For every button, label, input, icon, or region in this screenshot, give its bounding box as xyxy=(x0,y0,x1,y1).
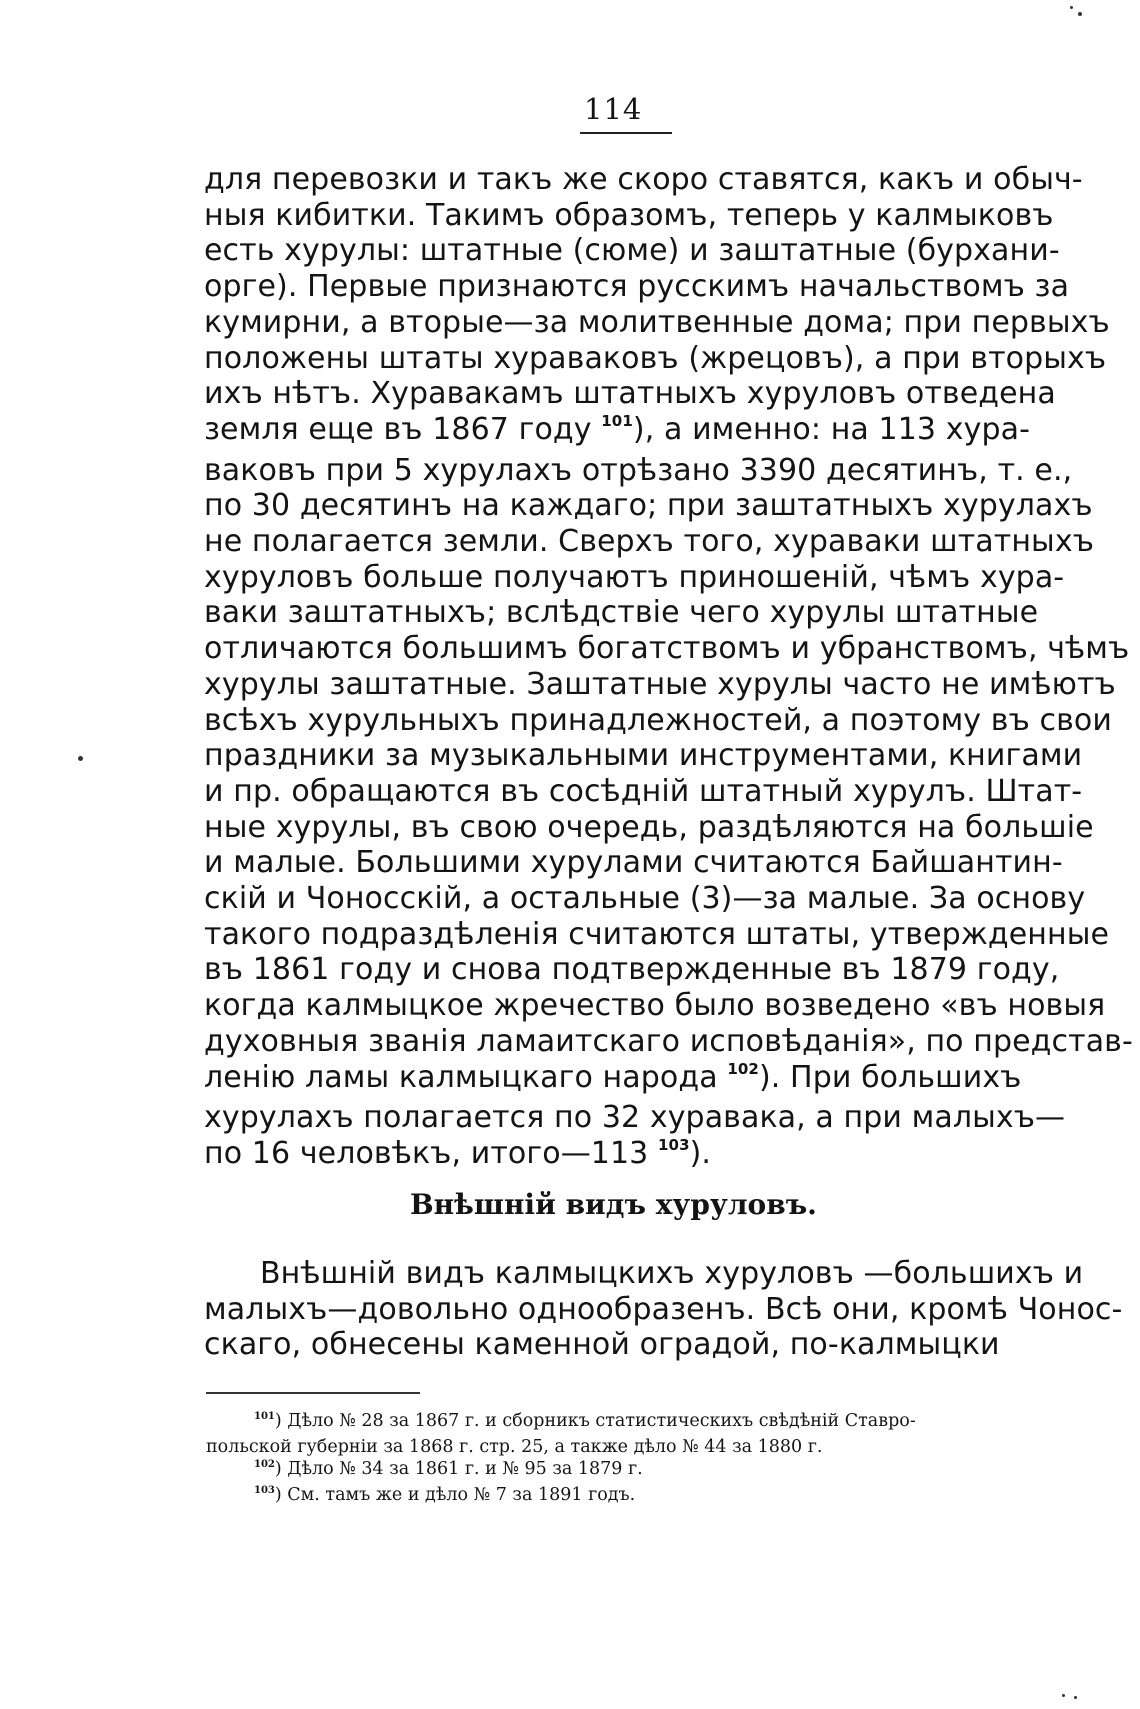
text-line xyxy=(204,1136,1060,1177)
text-line: орге). Первые признаются русскимъ начальствомъ за xyxy=(204,269,1070,305)
footnote-line xyxy=(206,1436,1066,1459)
paragraph-2 xyxy=(204,1256,1123,1363)
text-line: есть хурулы: штатные (сюме) и заштатные (бурхани- xyxy=(204,233,1060,269)
text-line: не полагается земли. Сверхъ того, хураваки штатныхъ xyxy=(204,524,1094,560)
text-run: ). xyxy=(689,1135,712,1171)
text-line: малыхъ—довольно однообразенъ. Всѣ они, кромѣ Чонос- xyxy=(204,1291,1123,1327)
text-line xyxy=(204,412,1060,453)
footnote-text: ) См. тамъ же и дѣло № 7 за 1891 годъ. xyxy=(274,1484,636,1505)
footnote-separator xyxy=(206,1392,420,1394)
text-line: Внѣшній видъ калмыцкихъ хуруловъ —большихъ и xyxy=(260,1256,1084,1291)
footnote-ref: 102 xyxy=(727,1059,759,1078)
text-line: положены штаты хураваковъ (жрецовъ), а при вторыхъ xyxy=(204,340,1107,376)
scan-speck xyxy=(1074,1696,1077,1699)
footnote-line xyxy=(206,1410,1066,1436)
text-line: въ 1861 году и снова подтвержденные въ 1879 году, xyxy=(204,952,1060,988)
text-line: для перевозки и такъ же скоро ставятся, какъ и обыч- xyxy=(204,162,1083,197)
footnote-line xyxy=(206,1458,1066,1484)
footnote-text: ) Дѣло № 34 за 1861 г. и № 95 за 1879 г. xyxy=(274,1459,643,1479)
scan-speck xyxy=(1062,1694,1065,1697)
paragraph-1 xyxy=(204,162,1133,1177)
footnote-number: 103 xyxy=(254,1484,275,1496)
text-line: праздники за музыкальными инструментами, книгами xyxy=(204,738,1083,774)
text-line: кумирни, а вторые—за молитвенные дома; при первыхъ xyxy=(204,304,1110,340)
text-line: скаго, обнесены каменной оградой, по-калмыцки xyxy=(204,1327,1000,1363)
text-line: хурулы заштатные. Заштатные хурулы часто не имѣютъ xyxy=(204,666,1116,702)
text-line: ваки заштатныхъ; вслѣдствіе чего хурулы штатные xyxy=(204,595,1039,631)
footnote-text: ) Дѣло № 28 за 1867 г. и сборникъ статистическихъ свѣдѣній Ставро- xyxy=(274,1411,916,1431)
text-line: духовныя званія ламаитскаго исповѣданія», по представ- xyxy=(204,1023,1133,1059)
footnote-number: 102 xyxy=(254,1459,275,1470)
footnote-number: 101 xyxy=(254,1411,275,1422)
text-line: хурулахъ полагается по 32 хуравака, а при малыхъ— xyxy=(204,1100,1066,1136)
text-line: скій и Чоносскій, а остальные (3)—за малые. За основу xyxy=(204,881,1086,917)
text-line: отличаются большимъ богатствомъ и убранствомъ, чѣмъ xyxy=(204,631,1130,667)
footnotes xyxy=(206,1410,1066,1509)
scan-speck xyxy=(78,756,83,761)
text-run: земля еще въ 1867 году xyxy=(204,411,602,447)
text-line: и пр. обращаются въ сосѣдній штатный хурулъ. Штат- xyxy=(204,773,1083,809)
text-line xyxy=(204,1060,1060,1101)
section-heading: Внѣшній видъ хуруловъ. xyxy=(410,1188,817,1221)
text-line: ихъ нѣтъ. Хуравакамъ штатныхъ хуруловъ отведена xyxy=(204,376,1056,412)
text-run: ), а именно: на 113 хура- xyxy=(632,411,1030,447)
footnote-ref: 101 xyxy=(601,411,633,430)
page-number-rule xyxy=(580,132,672,134)
text-run: ленію ламы калмыцкаго народа xyxy=(204,1059,728,1095)
footnote-text: польской губерніи за 1868 г. стр. 25, а также дѣло № 44 за 1880 г. xyxy=(206,1436,823,1457)
scan-speck xyxy=(1070,6,1073,9)
text-run: по 16 человѣкъ, итого—113 xyxy=(204,1135,658,1171)
page-number: 114 xyxy=(584,92,643,126)
text-line: всѣхъ хурульныхъ принадлежностей, а поэтому въ свои xyxy=(204,702,1112,738)
footnote-line xyxy=(206,1484,1066,1510)
text-line: хуруловъ больше получаютъ приношеній, чѣмъ хура- xyxy=(204,559,1065,595)
scan-speck xyxy=(1078,12,1082,16)
text-line: ныя кибитки. Такимъ образомъ, теперь у калмыковъ xyxy=(204,197,1054,233)
footnote-ref: 103 xyxy=(658,1135,690,1154)
text-line: такого подраздѣленія считаются штаты, утвержденные xyxy=(204,916,1110,952)
text-line: и малые. Большими хурулами считаются Байшантин- xyxy=(204,845,1063,881)
text-line: по 30 десятинъ на каждаго; при заштатныхъ хурулахъ xyxy=(204,488,1093,524)
text-line: когда калмыцкое жречество было возведено «въ новыя xyxy=(204,988,1106,1024)
text-line: ные хурулы, въ свою очередь, раздѣляются на большіе xyxy=(204,809,1094,845)
text-run: ). При большихъ xyxy=(758,1059,1022,1095)
text-line: ваковъ при 5 хурулахъ отрѣзано 3390 десятинъ, т. е., xyxy=(204,452,1073,488)
